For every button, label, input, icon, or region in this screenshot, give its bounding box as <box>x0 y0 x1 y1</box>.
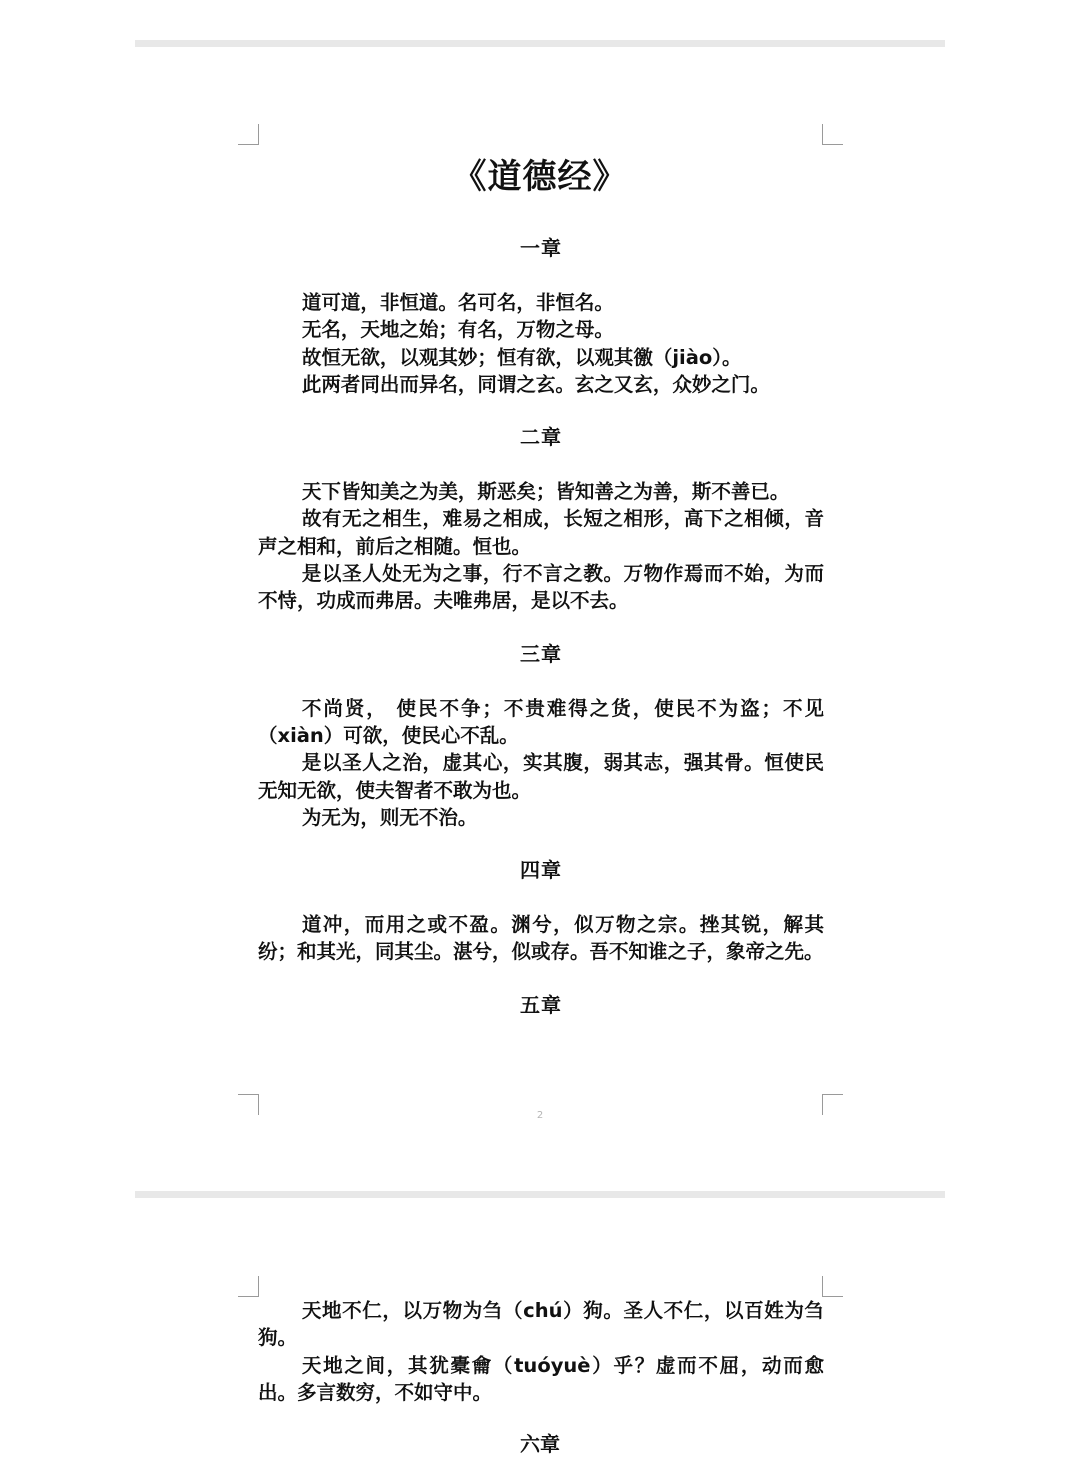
paragraph: 道冲，而用之或不盈。渊兮，似万物之宗。挫其锐，解其纷；和其光，同其尘。湛兮，似或存。吾不知谁之子，象帝之先。 <box>258 913 824 964</box>
chapter-heading: 二章 <box>520 425 562 450</box>
crop-mark-top-left <box>238 124 259 145</box>
paragraph: 为无为，则无不治。 <box>301 805 478 829</box>
paragraph: 是以圣人之治，虚其心，实其腹，弱其志，强其骨。恒使民无知无欲，使夫智者不敢为也。 <box>258 751 824 802</box>
paragraph: 天地之间，其犹橐龠（tuóyuè）乎？虚而不屈，动而愈出。多言数穷，不如守中。 <box>258 1353 824 1404</box>
next-page-body <box>258 1297 824 1406</box>
crop-mark-top-right <box>822 124 843 145</box>
chapter-heading: 三章 <box>520 641 562 666</box>
chapter-heading: 一章 <box>520 236 562 260</box>
paragraph: 故恒无欲，以观其妙；恒有欲，以观其徼（jiào）。 <box>301 345 742 369</box>
crop-mark-bottom-right <box>822 1094 843 1115</box>
page-separator <box>135 1191 945 1198</box>
paragraph: 故有无之相生，难易之相成，长短之相形，高下之相倾，音声之相和，前后之相随。恒也。 <box>258 507 824 558</box>
paragraph: 道可道，非恒道。名可名，非恒名。 <box>301 291 614 314</box>
page-body <box>258 234 824 1019</box>
paragraph: 天下皆知美之为美，斯恶矣；皆知善之为善，斯不善已。 <box>301 480 790 504</box>
paragraph: 此两者同出而异名，同谓之玄。玄之又玄，众妙之门。 <box>301 372 770 396</box>
paragraph: 是以圣人处无为之事，行不言之教。万物作焉而不始，为而不恃，功成而弗居。夫唯弗居，是以不去。 <box>258 562 824 613</box>
paragraph: 无名，天地之始；有名，万物之母。 <box>301 318 614 342</box>
crop-mark-top-right-next <box>822 1276 843 1297</box>
page-top-edge <box>135 40 945 47</box>
next-chapter-heading-cut <box>510 1430 570 1456</box>
paragraph: 不尚贤， 使民不争；不贵难得之货，使民不为盗；不见（xiàn）可欲，使民心不乱。 <box>258 696 824 747</box>
crop-mark-bottom-left <box>238 1094 259 1115</box>
chapter-heading: 四章 <box>520 858 562 883</box>
paragraph: 天地不仁，以万物为刍（chú）狗。圣人不仁，以百姓为刍狗。 <box>258 1299 824 1350</box>
page-number: 2 <box>536 1110 544 1121</box>
chapter-heading: 六章 <box>520 1432 560 1456</box>
document-title: 《道德经》 <box>452 157 628 197</box>
crop-mark-top-left-next <box>238 1276 259 1297</box>
chapter-heading: 五章 <box>520 992 562 1017</box>
